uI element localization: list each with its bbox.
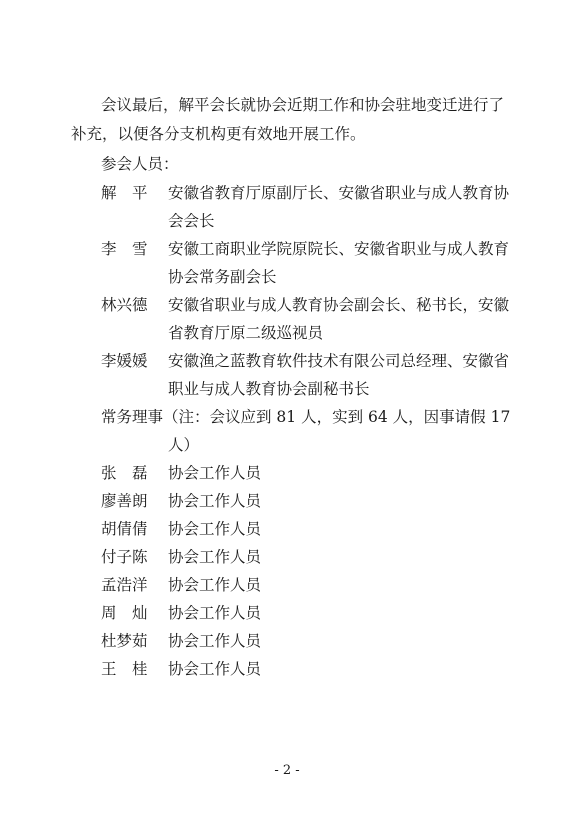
leader-desc-line-1: 安徽工商职业学院原院长、安徽省职业与成人教育 xyxy=(168,240,510,258)
staff-name: 周 灿 xyxy=(101,604,148,622)
paragraph-line-2: 补充，以便各分支机构更有效地开展工作。 xyxy=(71,125,366,143)
attendees-heading: 参会人员： xyxy=(101,155,179,173)
leader-desc-line-1: 安徽省教育厅原副厅长、安徽省职业与成人教育协 xyxy=(168,184,510,202)
paragraph-line-1: 会议最后，解平会长就协会近期工作和协会驻地变迁进行了 xyxy=(101,96,505,114)
staff-role: 协会工作人员 xyxy=(168,632,262,650)
staff-role: 协会工作人员 xyxy=(168,660,262,678)
staff-role: 协会工作人员 xyxy=(168,548,262,566)
staff-name: 胡倩倩 xyxy=(101,520,148,538)
page-number: - 2 - xyxy=(274,763,300,778)
staff-name: 杜梦茹 xyxy=(101,632,148,650)
leader-name: 林兴德 xyxy=(101,296,148,314)
council-line-1: 常务理事（注：会议应到 81 人，实到 64 人，因事请假 17 xyxy=(101,408,511,426)
leader-name: 李媛媛 xyxy=(101,352,148,370)
staff-name: 廖善朗 xyxy=(101,492,148,510)
staff-name: 付子陈 xyxy=(101,548,148,566)
staff-name: 孟浩洋 xyxy=(101,576,148,594)
staff-name: 王 桂 xyxy=(101,660,148,678)
leader-desc-line-1: 安徽渔之蓝教育软件技术有限公司总经理、安徽省 xyxy=(168,352,510,370)
council-line-2: 人） xyxy=(168,436,200,454)
leader-desc-line-2: 会会长 xyxy=(168,212,215,230)
leader-name: 李 雪 xyxy=(101,240,148,258)
leader-name: 解 平 xyxy=(101,184,148,202)
leader-desc-line-1: 安徽省职业与成人教育协会副会长、秘书长，安徽 xyxy=(168,296,510,314)
staff-role: 协会工作人员 xyxy=(168,492,262,510)
leader-desc-line-2: 协会常务副会长 xyxy=(168,268,277,286)
staff-role: 协会工作人员 xyxy=(168,464,262,482)
leader-desc-line-2: 省教育厅原二级巡视员 xyxy=(168,324,324,342)
staff-name: 张 磊 xyxy=(101,464,148,482)
staff-role: 协会工作人员 xyxy=(168,604,262,622)
staff-role: 协会工作人员 xyxy=(168,576,262,594)
leader-desc-line-2: 职业与成人教育协会副秘书长 xyxy=(168,380,370,398)
staff-role: 协会工作人员 xyxy=(168,520,262,538)
